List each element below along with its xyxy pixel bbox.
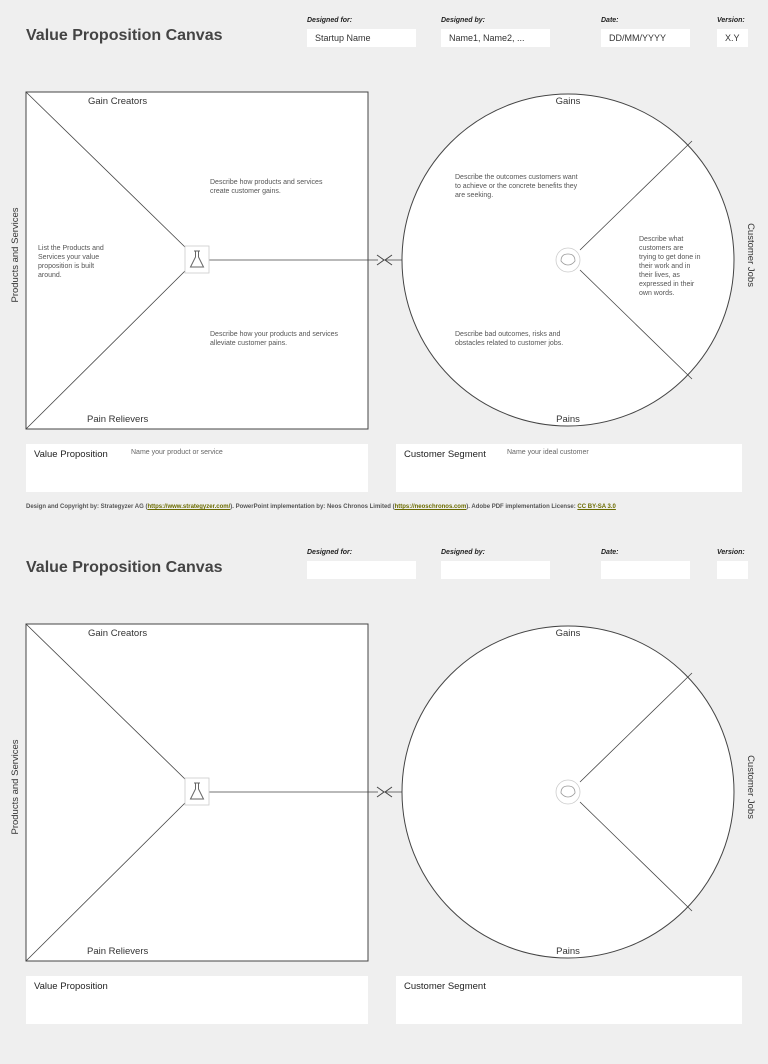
customer-segment-box[interactable] — [396, 976, 742, 1024]
footer-text-3: ). Adobe PDF implementation License: — [466, 504, 578, 510]
products-services-label: Products and Services — [10, 739, 21, 835]
designed-for-field[interactable]: Startup Name — [307, 29, 416, 47]
designed-by-field[interactable] — [441, 561, 550, 579]
page-title: Value Proposition Canvas — [26, 27, 223, 44]
designed-by-field[interactable]: Name1, Name2, ... — [441, 29, 550, 47]
pains-description: Describe bad outcomes, risks and obstacles related to customer jobs. — [455, 331, 564, 347]
designed-for-label: Designed for: — [307, 549, 353, 556]
designed-by-label: Designed by: — [441, 549, 485, 556]
value-proposition-box[interactable] — [26, 976, 368, 1024]
products-services-description: List the Products and Services your value proposition is built around. — [38, 245, 104, 279]
gains-description: Describe the outcomes customers want to achieve or the concrete benefits they are seeking. — [455, 174, 578, 199]
canvas-page-2 — [0, 532, 768, 1064]
value-proposition-box[interactable] — [26, 444, 368, 492]
gain-creators-label: Gain Creators — [88, 96, 148, 107]
gains-label: Gains — [555, 628, 581, 639]
flask-icon — [185, 778, 209, 805]
customer-jobs-label: Customer Jobs — [745, 755, 756, 819]
customer-segment-label: Customer Segment — [404, 981, 486, 992]
products-services-label: Products and Services — [10, 207, 21, 303]
date-field[interactable] — [601, 561, 690, 579]
pains-label: Pains — [556, 414, 580, 425]
brain-icon — [556, 780, 580, 804]
date-label: Date: — [601, 549, 619, 556]
designed-for-label: Designed for: — [307, 17, 353, 24]
customer-segment-label: Customer Segment — [404, 449, 486, 460]
pain-relievers-label: Pain Relievers — [87, 414, 149, 425]
value-proposition-label: Value Proposition — [34, 981, 108, 992]
brain-icon — [556, 248, 580, 272]
flask-icon — [185, 246, 209, 273]
date-label: Date: — [601, 17, 619, 24]
date-field[interactable]: DD/MM/YYYY — [601, 29, 690, 47]
footer-text-1: Design and Copyright by: Strategyzer AG ( — [26, 504, 148, 510]
version-field[interactable] — [717, 561, 748, 579]
pain-relievers-label: Pain Relievers — [87, 946, 149, 957]
footer-text-2: ). PowerPoint implementation by: Neos Chronos Limited ( — [230, 504, 395, 510]
footer-credits — [26, 504, 616, 510]
gain-creators-description: Describe how products and services create customer gains. — [210, 179, 323, 195]
designed-by-label: Designed by: — [441, 17, 485, 24]
strategyzer-link[interactable]: https://www.strategyzer.com/ — [147, 504, 231, 510]
gains-label: Gains — [555, 96, 581, 107]
customer-jobs-description: Describe what customers are trying to get done in their work and in their lives, as expressed in their own words. — [639, 236, 701, 297]
value-proposition-label: Value Proposition — [34, 449, 108, 460]
pain-relievers-description: Describe how your products and services alleviate customer pains. — [210, 331, 339, 347]
pains-label: Pains — [556, 946, 580, 957]
canvas-diagram — [0, 617, 768, 967]
value-proposition-hint: Name your product or service — [131, 449, 223, 456]
version-field[interactable]: X.Y — [717, 29, 748, 47]
license-link[interactable]: CC BY-SA 3.0 — [577, 504, 616, 510]
customer-segment-hint: Name your ideal customer — [507, 449, 589, 456]
page-title: Value Proposition Canvas — [26, 559, 223, 576]
customer-segment-box[interactable] — [396, 444, 742, 492]
version-label: Version: — [717, 17, 745, 24]
customer-jobs-label: Customer Jobs — [745, 223, 756, 287]
neoschronos-link[interactable]: https://neoschronos.com — [394, 504, 467, 510]
gain-creators-label: Gain Creators — [88, 628, 148, 639]
version-label: Version: — [717, 549, 745, 556]
designed-for-field[interactable] — [307, 561, 416, 579]
